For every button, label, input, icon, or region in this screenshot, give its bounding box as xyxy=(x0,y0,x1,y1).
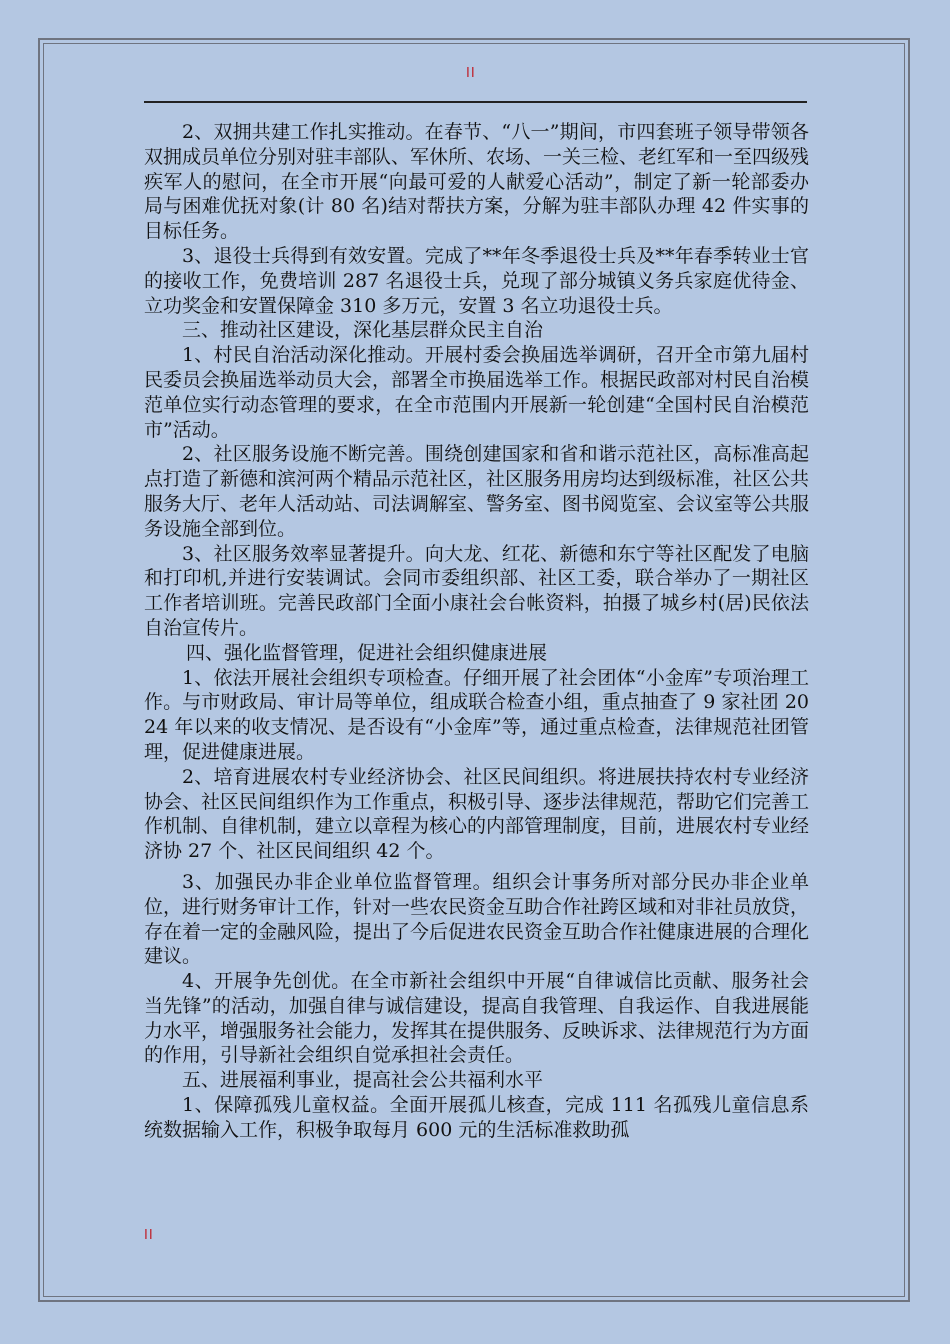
body-paragraph: 3、加强民办非企业单位监督管理。组织会计事务所对部分民办非企业单位，进行财务审计工作，针对一些农民资金互助合作社跨区域和对非社员放贷，存在着一定的金融风险，提出了今后促进农民资金互助合作社健康进展的合理化建议。 xyxy=(144,870,810,968)
body-paragraph: 1、依法开展社会组织专项检查。仔细开展了社会团体“小金库”专项治理工作。与市财政局、审计局等单位，组成联合检查小组，重点抽查了 9 家社团 2024 年以来的收支情况、是否设有“小金库”等，通过重点检查，法律规范社团管理，促进健康进展。 xyxy=(144,666,809,763)
header-page-mark: II xyxy=(466,66,476,81)
document-body xyxy=(144,120,809,1143)
body-paragraph: 4、开展争先创优。在全市新社会组织中开展“自律诚信比贡献、服务社会当先锋”的活动，加强自律与诚信建设，提高自我管理、自我运作、自我进展能力水平，增强服务社会能力，发挥其在提供服务、反映诉求、法律规范行为方面的作用，引导新社会组织自觉承担社会责任。 xyxy=(144,970,810,1067)
body-paragraph: 1、保障孤残儿童权益。全面开展孤儿核查，完成 111 名孤残儿童信息系统数据输入工作，积极争取每月 600 元的生活标准救助孤 xyxy=(144,1094,809,1141)
body-paragraph: 1、村民自治活动深化推动。开展村委会换届选举调研，召开全市第九届村民委员会换届选举动员大会，部署全市换届选举工作。根据民政部对村民自治模范单位实行动态管理的要求，在全市范围内开展新一轮创建“全国村民自治模范市”活动。 xyxy=(144,344,810,441)
section-heading: 五、进展福利事业，提高社会公共福利水平 xyxy=(182,1069,544,1092)
body-paragraph: 2、双拥共建工作扎实推动。在春节、“八一”期间，市四套班子领导带领各双拥成员单位分别对驻丰部队、军休所、农场、一关三检、老红军和一至四级残疾军人的慰问，在全市开展“向最可爱的人献爱心活动”，制定了新一轮部委办局与困难优抚对象(计 80 名)结对帮扶方案，分解为驻丰部队办理 42 件实事的目标任务。 xyxy=(144,121,810,243)
section-heading: 四、强化监督管理，促进社会组织健康进展 xyxy=(186,641,548,664)
body-paragraph: 3、社区服务效率显著提升。向大龙、红花、新德和东宁等社区配发了电脑和打印机,并进行安装调试。会同市委组织部、社区工委，联合举办了一期社区工作者培训班。完善民政部门全面小康社会台帐资料，拍摄了城乡村(居)民依法自治宣传片。 xyxy=(144,542,809,639)
footer-page-mark: II xyxy=(144,1228,154,1243)
header-divider xyxy=(144,101,807,103)
body-paragraph: 2、社区服务设施不断完善。围绕创建国家和省和谐示范社区，高标准高起点打造了新德和滨河两个精品示范社区，社区服务用房均达到级标准，社区公共服务大厅、老年人活动站、司法调解室、警务室、图书阅览室、会议室等公共服务设施全部到位。 xyxy=(144,443,810,540)
body-paragraph: 2、培育进展农村专业经济协会、社区民间组织。将进展扶持农村专业经济协会、社区民间组织作为工作重点，积极引导、逐步法律规范，帮助它们完善工作机制、自律机制，建立以章程为核心的内部管理制度，目前，进展农村专业经济协 27 个、社区民间组织 42 个。 xyxy=(144,765,810,863)
body-paragraph: 3、退役士兵得到有效安置。完成了**年冬季退役士兵及**年春季转业士官的接收工作，免费培训 287 名退役士兵，兑现了部分城镇义务兵家庭优待金、立功奖金和安置保障金 310 多万元，安置 3 名立功退役士兵。 xyxy=(144,244,809,317)
section-heading: 三、推动社区建设，深化基层群众民主自治 xyxy=(182,319,544,342)
